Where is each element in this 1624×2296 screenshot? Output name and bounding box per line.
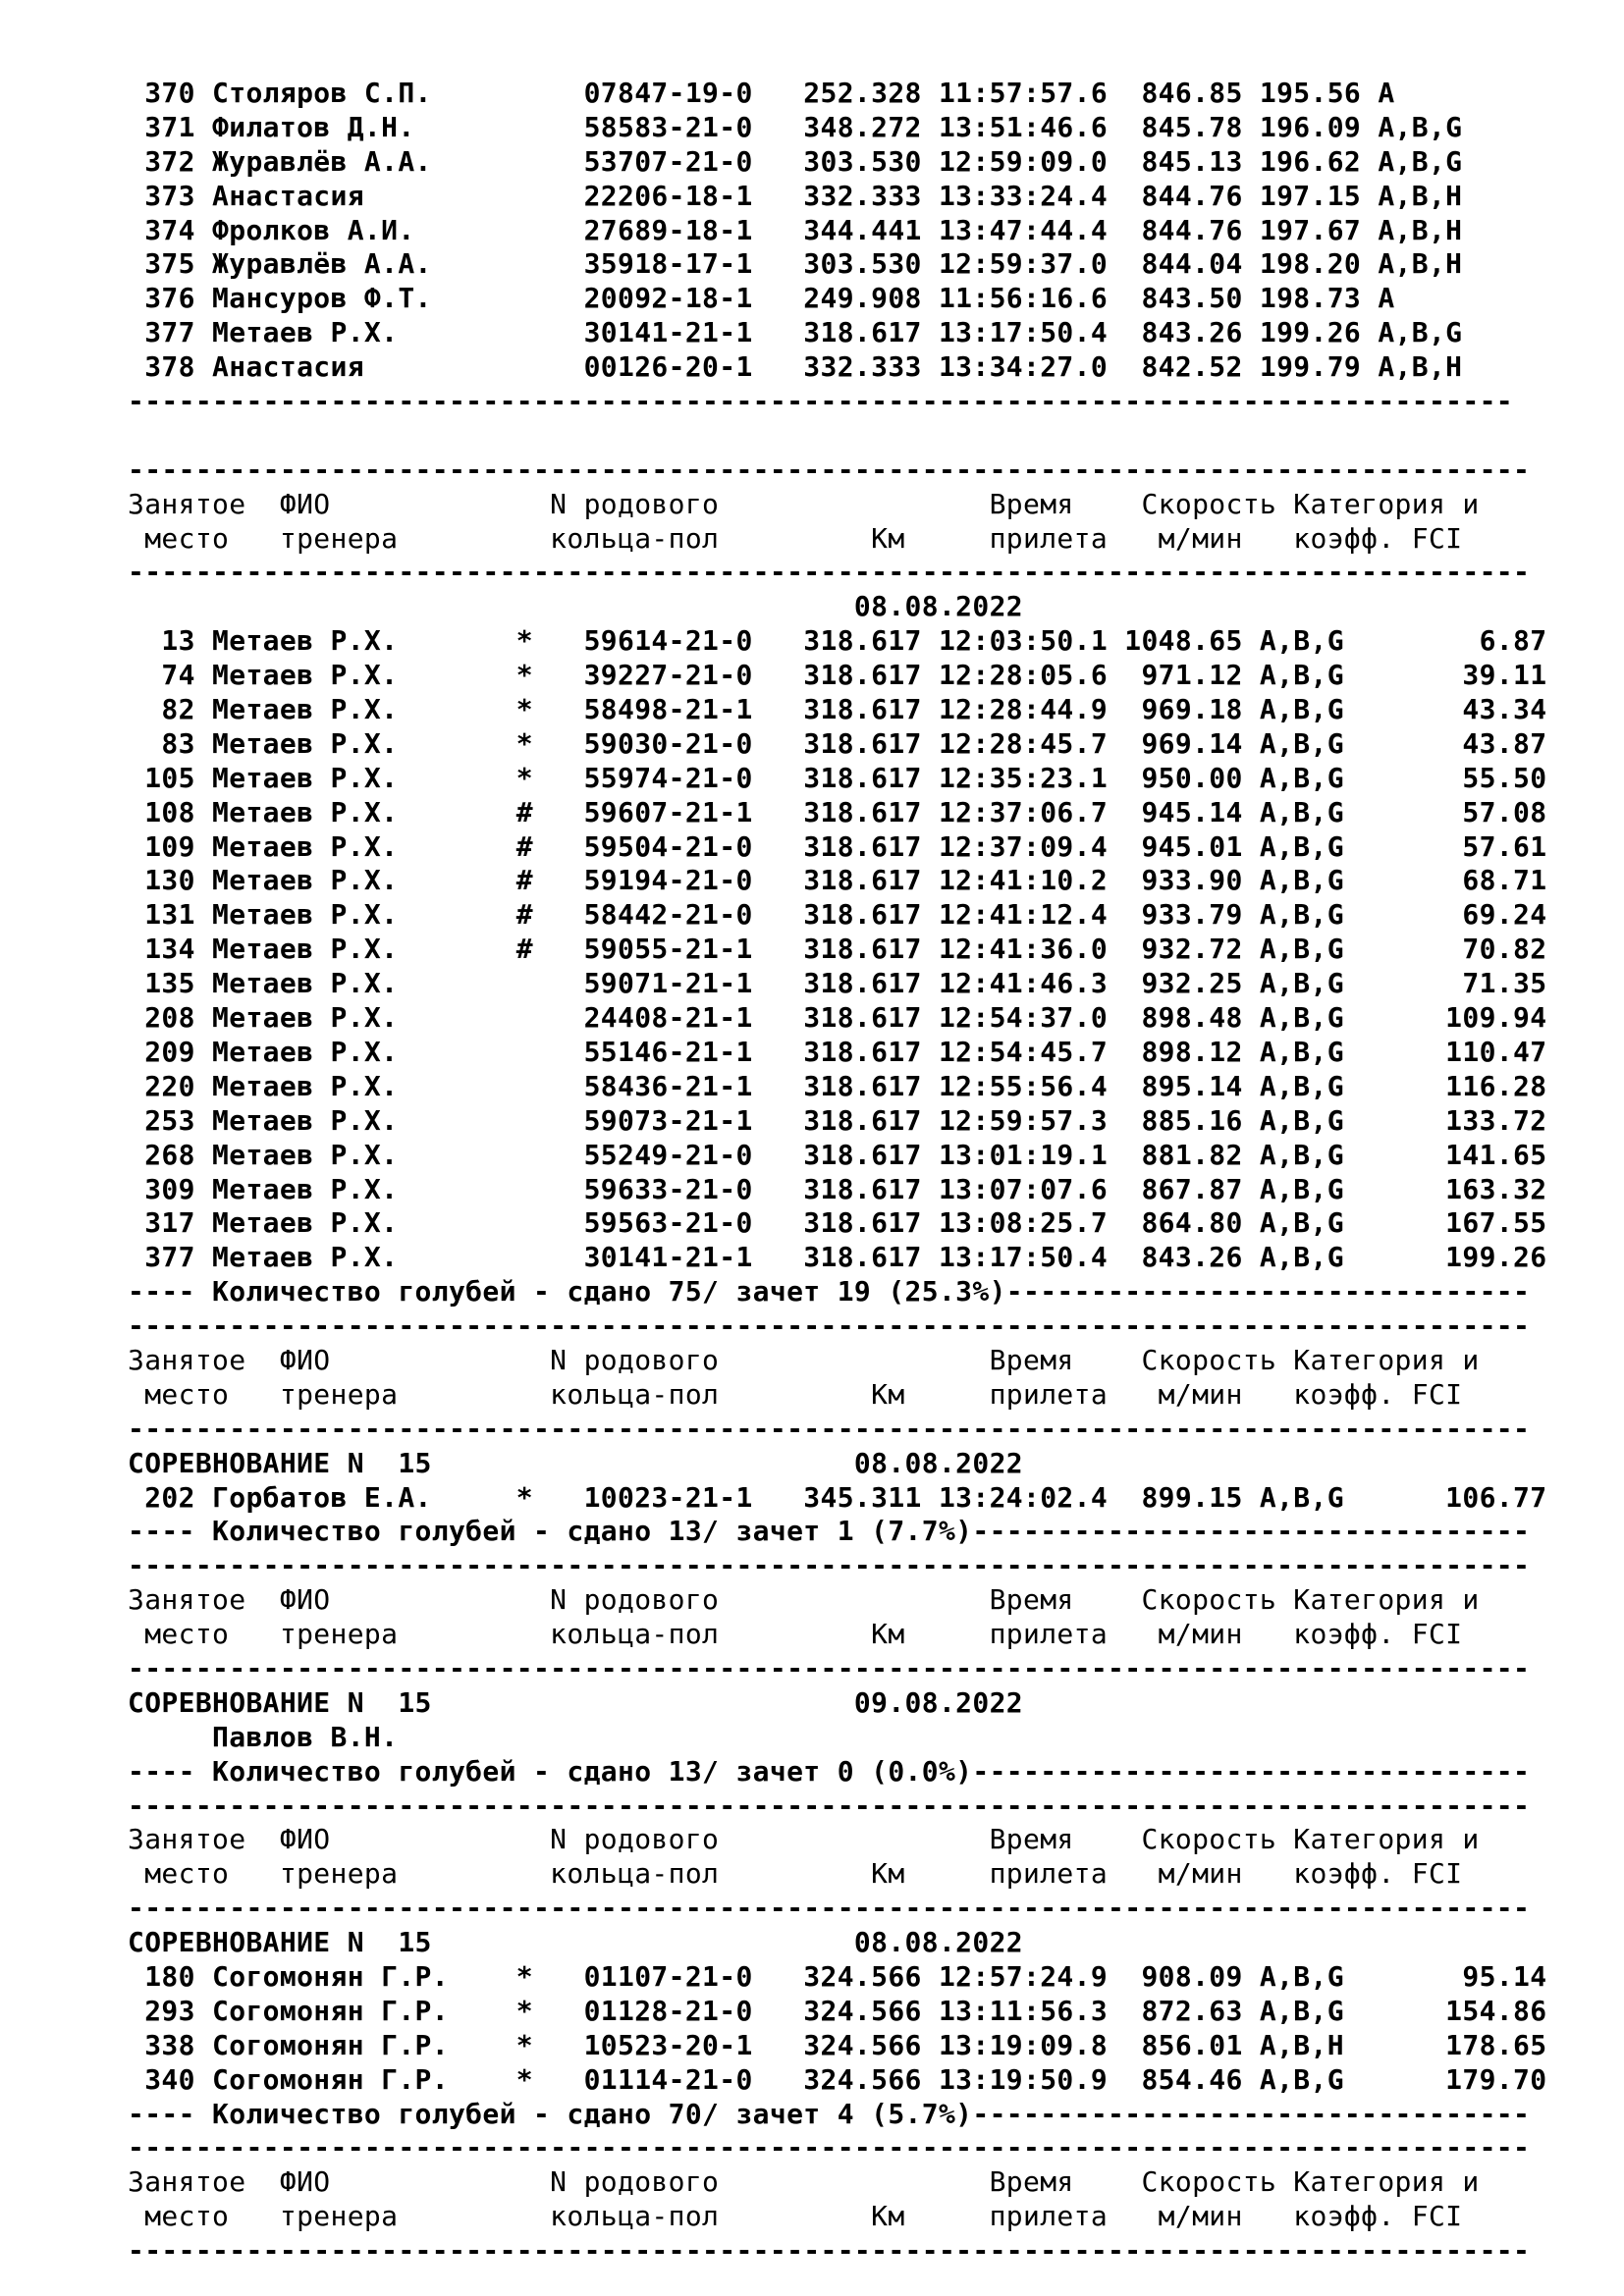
separator-line: ----------------------------------------------------------------------------------- bbox=[128, 1549, 1531, 1582]
result-row: 376 Мансуров Ф.Т. 20092-18-1 249.908 11:56:16.6 843.50 198.73 A bbox=[128, 282, 1395, 315]
column-header-line-2: место тренера кольца-пол Км прилета м/мин коэфф. FCI bbox=[128, 521, 1463, 555]
result-row: 83 Метаев Р.Х. * 59030-21-0 318.617 12:28:45.7 969.14 A,B,G 43.87 bbox=[128, 726, 1547, 760]
column-header-line-1: Занятое ФИО N родового Время Скорость Категория и bbox=[128, 2165, 1480, 2199]
owner-line: Павлов В.Н. bbox=[128, 1720, 399, 1753]
result-row: 338 Согомонян Г.Р. * 10523-20-1 324.566 13:19:09.8 856.01 A,B,H 178.65 bbox=[128, 2028, 1547, 2061]
result-row: 378 Анастасия 00126-20-1 332.333 13:34:27.0 842.52 199.79 A,B,H bbox=[128, 350, 1463, 384]
result-row: 109 Метаев Р.Х. # 59504-21-0 318.617 12:37:09.4 945.01 A,B,G 57.61 bbox=[128, 829, 1547, 863]
column-header-line-1: Занятое ФИО N родового Время Скорость Категория и bbox=[128, 487, 1480, 520]
separator-line: ----------------------------------------------------------------------------------- bbox=[128, 1892, 1531, 1925]
competition-line: СОРЕВНОВАНИЕ N 15 08.08.2022 bbox=[128, 1446, 1023, 1479]
result-row: 293 Согомонян Г.Р. * 01128-21-0 324.566 13:11:56.3 872.63 A,B,G 154.86 bbox=[128, 1994, 1547, 2027]
column-header-line-2: место тренера кольца-пол Км прилета м/мин коэфф. FCI bbox=[128, 1857, 1463, 1891]
result-row: 340 Согомонян Г.Р. * 01114-21-0 324.566 13:19:50.9 854.46 A,B,G 179.70 bbox=[128, 2062, 1547, 2096]
result-row: 377 Метаев Р.Х. 30141-21-1 318.617 13:17:50.4 843.26 199.26 A,B,G bbox=[128, 316, 1463, 349]
result-row: 208 Метаев Р.Х. 24408-21-1 318.617 12:54:37.0 898.48 A,B,G 109.94 bbox=[128, 1001, 1547, 1035]
summary-line: ---- Количество голубей - сдано 13/ зачет 0 (0.0%)--------------------------------- bbox=[128, 1754, 1531, 1788]
separator-line: ----------------------------------------------------------------------------------- bbox=[128, 453, 1531, 486]
result-row: 220 Метаев Р.Х. 58436-21-1 318.617 12:55:56.4 895.14 A,B,G 116.28 bbox=[128, 1069, 1547, 1102]
results-listing bbox=[128, 77, 1600, 2269]
separator-line: ----------------------------------------------------------------------------------- bbox=[128, 1651, 1531, 1684]
result-row: 209 Метаев Р.Х. 55146-21-1 318.617 12:54:45.7 898.12 A,B,G 110.47 bbox=[128, 1035, 1547, 1068]
competition-line: 08.08.2022 bbox=[128, 590, 1023, 623]
result-row: 134 Метаев Р.Х. # 59055-21-1 318.617 12:41:36.0 932.72 A,B,G 70.82 bbox=[128, 933, 1547, 966]
column-header-line-1: Занятое ФИО N родового Время Скорость Категория и bbox=[128, 1343, 1480, 1376]
result-row: 309 Метаев Р.Х. 59633-21-0 318.617 13:07:07.6 867.87 A,B,G 163.32 bbox=[128, 1172, 1547, 1205]
summary-line: ---- Количество голубей - сдано 70/ зачет 4 (5.7%)--------------------------------- bbox=[128, 2097, 1531, 2130]
result-row: 268 Метаев Р.Х. 55249-21-0 318.617 13:01:19.1 881.82 A,B,G 141.65 bbox=[128, 1138, 1547, 1171]
blank-line bbox=[128, 419, 1600, 454]
separator-line: ----------------------------------------------------------------------------------- bbox=[128, 1789, 1531, 1822]
result-row: 180 Согомонян Г.Р. * 01107-21-0 324.566 12:57:24.9 908.09 A,B,G 95.14 bbox=[128, 1959, 1547, 1993]
column-header-line-2: место тренера кольца-пол Км прилета м/мин коэфф. FCI bbox=[128, 1618, 1463, 1651]
competition-line: СОРЕВНОВАНИЕ N 15 08.08.2022 bbox=[128, 1926, 1023, 1959]
result-row: 253 Метаев Р.Х. 59073-21-1 318.617 12:59:57.3 885.16 A,B,G 133.72 bbox=[128, 1103, 1547, 1137]
result-row: 13 Метаев Р.Х. * 59614-21-0 318.617 12:03:50.1 1048.65 A,B,G 6.87 bbox=[128, 624, 1547, 658]
result-row: 202 Горбатов Е.А. * 10023-21-1 345.311 13:24:02.4 899.15 A,B,G 106.77 bbox=[128, 1480, 1547, 1514]
competition-line: СОРЕВНОВАНИЕ N 15 09.08.2022 bbox=[128, 1685, 1023, 1719]
separator-line: ---------------------------------------------------------------------------------- bbox=[128, 385, 1514, 418]
separator-line: ----------------------------------------------------------------------------------- bbox=[128, 1412, 1531, 1445]
summary-line: ---- Количество голубей - сдано 13/ зачет 1 (7.7%)--------------------------------- bbox=[128, 1515, 1531, 1548]
result-row: 105 Метаев Р.Х. * 55974-21-0 318.617 12:35:23.1 950.00 A,B,G 55.50 bbox=[128, 761, 1547, 794]
column-header-line-2: место тренера кольца-пол Км прилета м/мин коэфф. FCI bbox=[128, 1377, 1463, 1411]
result-row: 370 Столяров С.П. 07847-19-0 252.328 11:57:57.6 846.85 195.56 A bbox=[128, 77, 1395, 109]
result-row: 135 Метаев Р.Х. 59071-21-1 318.617 12:41:46.3 932.25 A,B,G 71.35 bbox=[128, 967, 1547, 1000]
result-row: 108 Метаев Р.Х. # 59607-21-1 318.617 12:37:06.7 945.14 A,B,G 57.08 bbox=[128, 795, 1547, 828]
column-header-line-1: Занятое ФИО N родового Время Скорость Категория и bbox=[128, 1583, 1480, 1617]
result-row: 372 Журавлёв А.А. 53707-21-0 303.530 12:59:09.0 845.13 196.62 A,B,G bbox=[128, 144, 1463, 178]
separator-line: ----------------------------------------------------------------------------------- bbox=[128, 2234, 1531, 2268]
separator-line: ----------------------------------------------------------------------------------- bbox=[128, 2131, 1531, 2164]
result-row: 131 Метаев Р.Х. # 58442-21-0 318.617 12:41:12.4 933.79 A,B,G 69.24 bbox=[128, 898, 1547, 932]
separator-line: ----------------------------------------------------------------------------------- bbox=[128, 1309, 1531, 1343]
column-header-line-1: Занятое ФИО N родового Время Скорость Категория и bbox=[128, 1823, 1480, 1856]
result-row: 371 Филатов Д.Н. 58583-21-0 348.272 13:51:46.6 845.78 196.09 A,B,G bbox=[128, 110, 1463, 143]
summary-line: ---- Количество голубей - сдано 75/ зачет 19 (25.3%)------------------------------- bbox=[128, 1275, 1531, 1308]
result-row: 74 Метаев Р.Х. * 39227-21-0 318.617 12:28:05.6 971.12 A,B,G 39.11 bbox=[128, 659, 1547, 692]
result-row: 130 Метаев Р.Х. # 59194-21-0 318.617 12:41:10.2 933.90 A,B,G 68.71 bbox=[128, 864, 1547, 897]
result-row: 82 Метаев Р.Х. * 58498-21-1 318.617 12:28:44.9 969.18 A,B,G 43.34 bbox=[128, 693, 1547, 726]
column-header-line-2: место тренера кольца-пол Км прилета м/мин коэфф. FCI bbox=[128, 2200, 1463, 2233]
result-row: 374 Фролков А.И. 27689-18-1 344.441 13:47:44.4 844.76 197.67 A,B,H bbox=[128, 213, 1463, 246]
result-row: 375 Журавлёв А.А. 35918-17-1 303.530 12:59:37.0 844.04 198.20 A,B,H bbox=[128, 247, 1463, 281]
result-row: 317 Метаев Р.Х. 59563-21-0 318.617 13:08:25.7 864.80 A,B,G 167.55 bbox=[128, 1206, 1547, 1240]
result-row: 373 Анастасия 22206-18-1 332.333 13:33:24.4 844.76 197.15 A,B,H bbox=[128, 179, 1463, 212]
result-row: 377 Метаев Р.Х. 30141-21-1 318.617 13:17:50.4 843.26 A,B,G 199.26 bbox=[128, 1241, 1547, 1274]
separator-line: ----------------------------------------------------------------------------------- bbox=[128, 556, 1531, 589]
